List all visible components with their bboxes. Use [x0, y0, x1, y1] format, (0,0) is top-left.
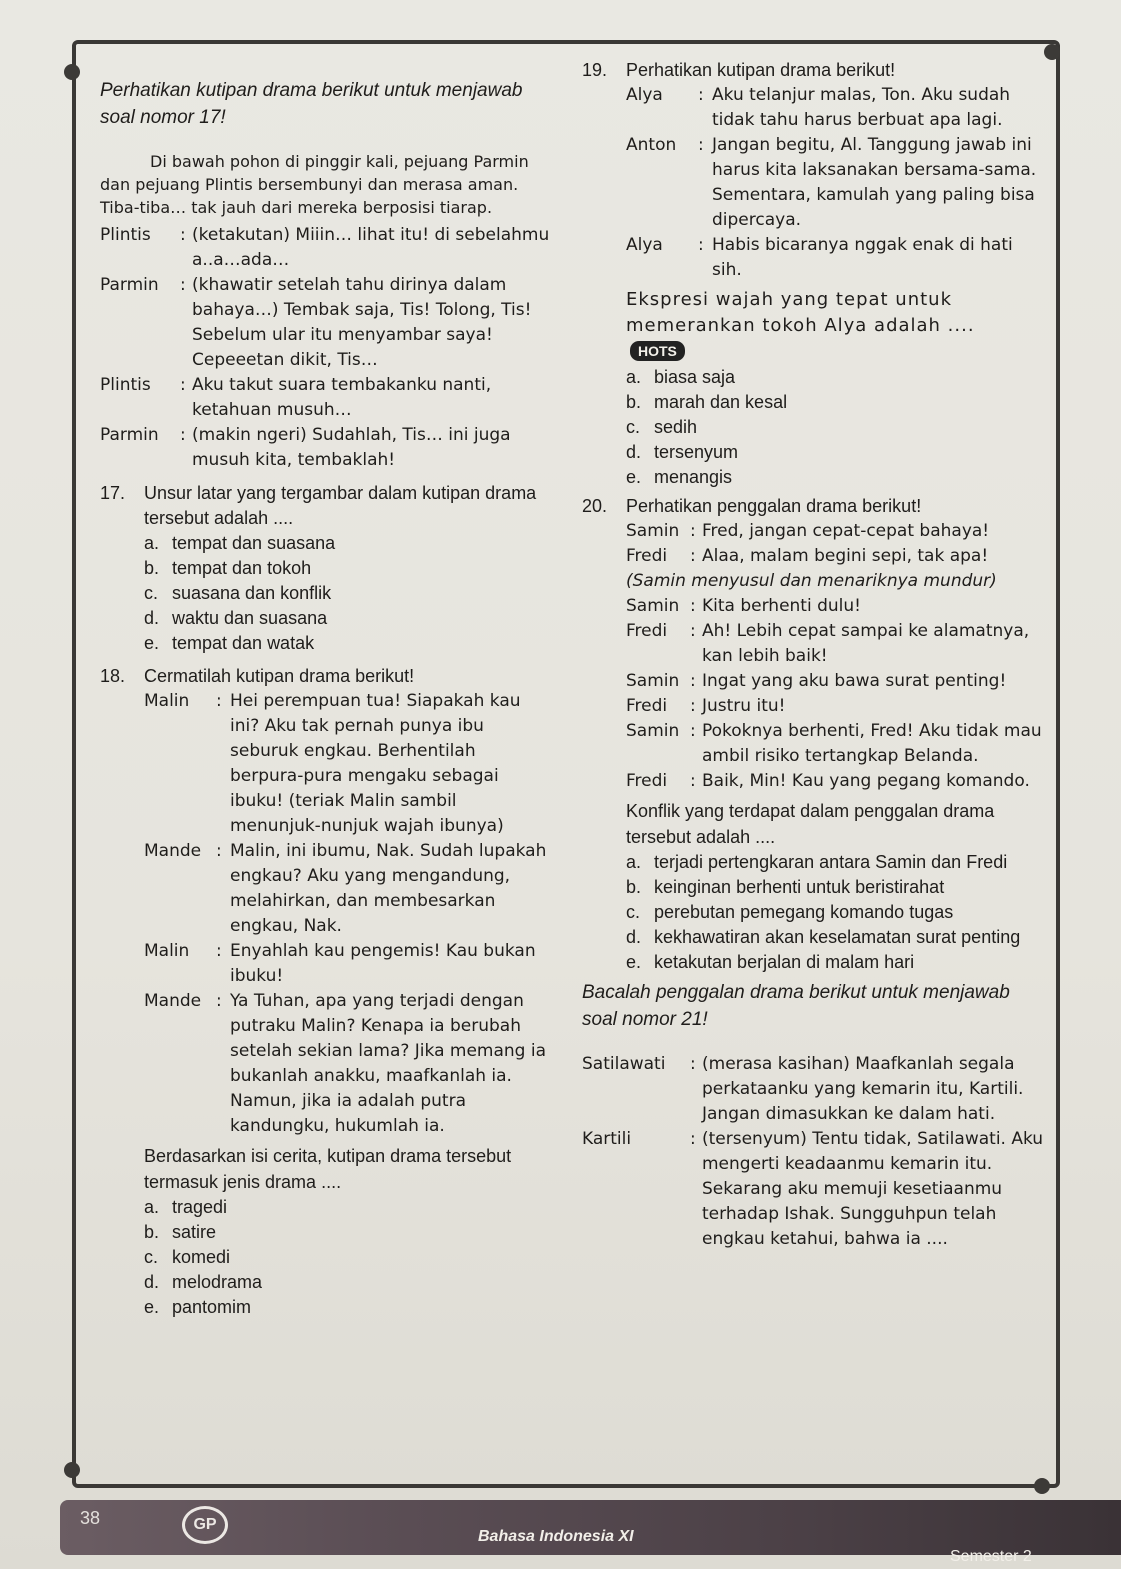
dialogue-line: Samin : Kita berhenti dulu! — [626, 594, 1044, 619]
option-text: kekhawatiran akan keselamatan surat penting — [654, 927, 1021, 947]
dialogue-line: Kartili : (tersenyum) Tentu tidak, Satilawati. Aku mengerti keadaanmu kemarin itu. Sekarang aku memuji kesetiaanmu terhadap Ishak. Sungguhpun telah engkau ketahui, bahwa ia .... — [582, 1127, 1044, 1252]
option-text: melodrama — [172, 1272, 263, 1292]
answer-option[interactable] — [626, 365, 1044, 390]
dialogue-line: Mande : Ya Tuhan, apa yang terjadi dengan putraku Malin? Kenapa ia berubah setelah sekian lama? Jika memang ia bukanlah anakku, maafkanlah ia. Namun, jika ia adalah putra kandungku, hukumlah ia. — [144, 989, 552, 1139]
option-text: perebutan pemegang komando tugas — [654, 902, 954, 922]
question-20 — [582, 494, 1044, 519]
speaker-name: Fredi — [626, 771, 668, 791]
answer-option[interactable] — [144, 606, 552, 631]
dialogue-line: Parmin : (makin ngeri) Sudahlah, Tis… ini juga musuh kita, tembaklah! — [100, 423, 552, 473]
dialogue-line: Malin : Enyahlah kau pengemis! Kau bukan ibuku! — [144, 939, 552, 989]
speaker-name: Anton — [626, 135, 677, 155]
dialogue-text: Alaa, malam begini sepi, tak apa! — [702, 546, 989, 566]
book-title: Bahasa Indonesia XI — [478, 1528, 634, 1545]
question-text: Konflik yang terdapat dalam penggalan drama tersebut adalah .... — [626, 801, 995, 847]
answer-options-18 — [144, 1195, 552, 1320]
left-column — [100, 58, 552, 1320]
answer-option[interactable] — [626, 440, 1044, 465]
question-number: 19. — [582, 60, 608, 80]
answer-option[interactable] — [626, 390, 1044, 415]
answer-option[interactable] — [626, 925, 1044, 950]
dialogue-text: Fred, jangan cepat-cepat bahaya! — [702, 521, 990, 541]
option-text: tempat dan tokoh — [172, 558, 312, 578]
answer-option[interactable] — [144, 1220, 552, 1245]
option-letter: d. — [144, 1272, 160, 1292]
answer-options-19 — [626, 365, 1044, 490]
option-text: tempat dan watak — [172, 633, 315, 653]
frame-bolt — [1034, 1478, 1050, 1494]
page-number: 38 — [80, 1508, 101, 1528]
dialogue-text: Baik, Min! Kau yang pegang komando. — [702, 771, 1030, 791]
answer-option[interactable] — [144, 531, 552, 556]
dialogue-line: Samin : Fred, jangan cepat-cepat bahaya! — [626, 519, 1044, 544]
question-18 — [100, 664, 552, 689]
question-text: Ekspresi wajah yang tepat untuk memerankan tokoh Alya adalah .... — [626, 289, 975, 336]
question-number: 17. — [100, 483, 126, 503]
instruction-q21: Bacalah penggalan drama berikut untuk menjawab soal nomor 21! — [582, 982, 1010, 1030]
option-letter: b. — [626, 392, 642, 412]
speaker-name: Satilawati — [582, 1054, 666, 1074]
option-text: marah dan kesal — [654, 392, 788, 412]
answer-options-20 — [626, 850, 1044, 975]
option-text: waktu dan suasana — [172, 608, 328, 628]
scene-description: Di bawah pohon di pinggir kali, pejuang Parmin dan pejuang Plintis bersembunyi dan merasa aman. Tiba-tiba… tak jauh dari mereka berposisi tiarap. — [100, 152, 529, 217]
speaker-name: Parmin — [100, 425, 159, 445]
dialogue-text: (tersenyum) Tentu tidak, Satilawati. Aku mengerti keadaanmu kemarin itu. Sekarang aku memuji kesetiaanmu terhadap Ishak. Sungguhpun telah engkau ketahui, bahwa ia .... — [702, 1129, 1044, 1249]
dialogue-line: Alya : Habis bicaranya nggak enak di hati sih. — [626, 233, 1044, 283]
speaker-name: Mande — [144, 841, 202, 861]
question-19 — [582, 58, 1044, 83]
dialogue-line: Plintis : (ketakutan) Miiin… lihat itu! di sebelahmu a..a…ada… — [100, 223, 552, 273]
instruction-q17: Perhatikan kutipan drama berikut untuk menjawab soal nomor 17! — [100, 80, 523, 128]
question-text: Cermatilah kutipan drama berikut! — [144, 666, 415, 686]
answer-options-17 — [144, 531, 552, 656]
dialogue-text: Justru itu! — [702, 696, 786, 716]
dialogue-line: Fredi : Baik, Min! Kau yang pegang komando. — [626, 769, 1044, 794]
option-letter: e. — [144, 1297, 160, 1317]
question-text: Perhatikan kutipan drama berikut! — [626, 60, 896, 80]
option-letter: b. — [144, 1222, 160, 1242]
dialogue-line: Malin : Hei perempuan tua! Siapakah kau ini? Aku tak pernah punya ibu seburuk engkau. Berhentilah berpura-pura mengaku sebagai ibuku! (teriak Malin sambil menunjuk-nunjuk wajah ibunya) — [144, 689, 552, 839]
option-text: satire — [172, 1222, 217, 1242]
dialogue-text: (makin ngeri) Sudahlah, Tis… ini juga musuh kita, tembaklah! — [192, 425, 511, 470]
dialogue-text: Hei perempuan tua! Siapakah kau ini? Aku tak pernah punya ibu seburuk engkau. Berhentilah berpura-pura mengaku sebagai ibuku! (teriak Malin sambil menunjuk-nunjuk wajah ibunya) — [230, 691, 521, 836]
speaker-name: Mande — [144, 991, 202, 1011]
option-text: tragedi — [172, 1197, 228, 1217]
speaker-name: Samin — [626, 521, 680, 541]
option-text: tempat dan suasana — [172, 533, 336, 553]
dialogue-text: Pokoknya berhenti, Fred! Aku tidak mau ambil risiko tertangkap Belanda. — [702, 721, 1042, 766]
dialogue-text: Jangan begitu, Al. Tanggung jawab ini harus kita laksanakan bersama-sama. Sementara, kamulah yang paling bisa dipercaya. — [712, 135, 1037, 230]
answer-option[interactable] — [144, 556, 552, 581]
option-letter: a. — [144, 1197, 160, 1217]
option-letter: a. — [626, 367, 642, 387]
speaker-name: Alya — [626, 85, 663, 105]
right-column — [582, 58, 1044, 1252]
option-text: biasa saja — [654, 367, 736, 387]
option-letter: d. — [626, 927, 642, 947]
dialogue-malin-mande — [144, 689, 552, 1195]
answer-option[interactable] — [144, 631, 552, 656]
answer-option[interactable] — [144, 1270, 552, 1295]
dialogue-text: Ah! Lebih cepat sampai ke alamatnya, kan lebih baik! — [702, 621, 1030, 666]
option-letter: c. — [144, 583, 159, 603]
dialogue-line: Satilawati : (merasa kasihan) Maafkanlah segala perkataanku yang kemarin itu, Kartili. Jangan dimasukkan ke dalam hati. — [582, 1052, 1044, 1127]
option-letter: b. — [144, 558, 160, 578]
dialogue-satilawati-kartili — [582, 1052, 1044, 1252]
answer-option[interactable] — [626, 875, 1044, 900]
publisher-logo: GP — [182, 1506, 228, 1544]
dialogue-line: Plintis : Aku takut suara tembakanku nanti, ketahuan musuh… — [100, 373, 552, 423]
option-text: terjadi pertengkaran antara Samin dan Fredi — [654, 852, 1008, 872]
option-letter: e. — [626, 467, 642, 487]
dialogue-text: Ingat yang aku bawa surat penting! — [702, 671, 1007, 691]
dialogue-line: Anton : Jangan begitu, Al. Tanggung jawab ini harus kita laksanakan bersama-sama. Sementara, kamulah yang paling bisa dipercaya. — [626, 133, 1044, 233]
speaker-name: Malin — [144, 691, 190, 711]
speaker-name: Kartili — [582, 1129, 632, 1149]
dialogue-text: Habis bicaranya nggak enak di hati sih. — [712, 235, 1013, 280]
option-letter: c. — [626, 902, 641, 922]
semester-label: Semester 2 — [950, 1548, 1032, 1565]
question-17 — [100, 481, 552, 531]
option-letter: d. — [144, 608, 160, 628]
speaker-name: Malin — [144, 941, 190, 961]
dialogue-text: Aku telanjur malas, Ton. Aku sudah tidak tahu harus berbuat apa lagi. — [712, 85, 1011, 130]
answer-option[interactable] — [144, 581, 552, 606]
option-letter: d. — [626, 442, 642, 462]
option-letter: a. — [626, 852, 642, 872]
dialogue-line: Mande : Malin, ini ibumu, Nak. Sudah lupakah engkau? Aku yang mengandung, melahirkan, dan membesarkan engkau, Nak. — [144, 839, 552, 939]
option-text: pantomim — [172, 1297, 252, 1317]
dialogue-text: (merasa kasihan) Maafkanlah segala perkataanku yang kemarin itu, Kartili. Jangan dimasukkan ke dalam hati. — [702, 1054, 1024, 1124]
dialogue-line: Parmin : (khawatir setelah tahu dirinya dalam bahaya…) Tembak saja, Tis! Tolong, Tis! Sebelum ular itu menyambar saya! Cepeeetan dikit, Tis… — [100, 273, 552, 373]
frame-bolt — [64, 64, 80, 80]
speaker-name: Plintis — [100, 375, 151, 395]
question-text: Perhatikan penggalan drama berikut! — [626, 496, 922, 516]
speaker-name: Samin — [626, 596, 680, 616]
dialogue-line: Fredi : Alaa, malam begini sepi, tak apa! — [626, 544, 1044, 569]
question-text: Berdasarkan isi cerita, kutipan drama tersebut termasuk jenis drama .... — [144, 1146, 512, 1192]
answer-option[interactable] — [626, 900, 1044, 925]
dialogue-line: Samin : Pokoknya berhenti, Fred! Aku tidak mau ambil risiko tertangkap Belanda. — [626, 719, 1044, 769]
option-text: keinginan berhenti untuk beristirahat — [654, 877, 945, 897]
speaker-name: Samin — [626, 671, 680, 691]
speaker-name: Plintis — [100, 225, 151, 245]
speaker-name: Fredi — [626, 621, 668, 641]
answer-option[interactable] — [144, 1195, 552, 1220]
dialogue-alya-anton — [626, 83, 1044, 339]
stage-direction: (Samin menyusul dan menariknya mundur) — [626, 571, 997, 591]
option-text: menangis — [654, 467, 733, 487]
dialogue-text: Ya Tuhan, apa yang terjadi dengan putraku Malin? Kenapa ia berubah setelah sekian lama? Jika memang ia bukanlah anakku, maafkanlah ia. Namun, jika ia adalah putra kandungku, hukumlah ia. — [230, 991, 546, 1136]
option-letter: b. — [626, 877, 642, 897]
option-text: ketakutan berjalan di malam hari — [654, 952, 915, 972]
question-text: Unsur latar yang tergambar dalam kutipan drama tersebut adalah .... — [144, 483, 537, 528]
frame-bolt — [1044, 44, 1060, 60]
option-letter: c. — [626, 417, 641, 437]
dialogue-plintis-parmin — [100, 223, 552, 473]
option-letter: a. — [144, 533, 160, 553]
speaker-name: Alya — [626, 235, 663, 255]
dialogue-line: Alya : Aku telanjur malas, Ton. Aku sudah tidak tahu harus berbuat apa lagi. — [626, 83, 1044, 133]
speaker-name: Parmin — [100, 275, 159, 295]
dialogue-text: Enyahlah kau pengemis! Kau bukan ibuku! — [230, 941, 536, 986]
option-letter: c. — [144, 1247, 159, 1267]
option-text: sedih — [654, 417, 698, 437]
answer-option[interactable] — [626, 950, 1044, 975]
dialogue-line: Samin : Ingat yang aku bawa surat penting! — [626, 669, 1044, 694]
option-letter: e. — [144, 633, 160, 653]
option-text: tersenyum — [654, 442, 739, 462]
speaker-name: Fredi — [626, 546, 668, 566]
option-text: komedi — [172, 1247, 231, 1267]
answer-option[interactable] — [144, 1295, 552, 1320]
dialogue-text: Kita berhenti dulu! — [702, 596, 861, 616]
dialogue-line: Fredi : Justru itu! — [626, 694, 1044, 719]
question-number: 18. — [100, 666, 126, 686]
frame-bolt — [64, 1462, 80, 1478]
dialogue-text: (ketakutan) Miiin… lihat itu! di sebelahmu a..a…ada… — [192, 225, 550, 270]
option-text: suasana dan konflik — [172, 583, 332, 603]
option-letter: e. — [626, 952, 642, 972]
dialogue-text: Malin, ini ibumu, Nak. Sudah lupakah engkau? Aku yang mengandung, melahirkan, dan membesarkan engkau, Nak. — [230, 841, 547, 936]
answer-option[interactable] — [626, 850, 1044, 875]
answer-option[interactable] — [626, 465, 1044, 490]
dialogue-text: (khawatir setelah tahu dirinya dalam bahaya…) Tembak saja, Tis! Tolong, Tis! Sebelum ular itu menyambar saya! Cepeeetan dikit, Tis… — [192, 275, 532, 370]
question-number: 20. — [582, 496, 608, 516]
dialogue-text: Aku takut suara tembakanku nanti, ketahuan musuh… — [192, 375, 492, 420]
speaker-name: Fredi — [626, 696, 668, 716]
dialogue-samin-fredi — [626, 519, 1044, 850]
hots-badge: HOTS — [630, 341, 685, 361]
answer-option[interactable] — [626, 415, 1044, 440]
dialogue-line: Fredi : Ah! Lebih cepat sampai ke alamatnya, kan lebih baik! — [626, 619, 1044, 669]
answer-option[interactable] — [144, 1245, 552, 1270]
speaker-name: Samin — [626, 721, 680, 741]
